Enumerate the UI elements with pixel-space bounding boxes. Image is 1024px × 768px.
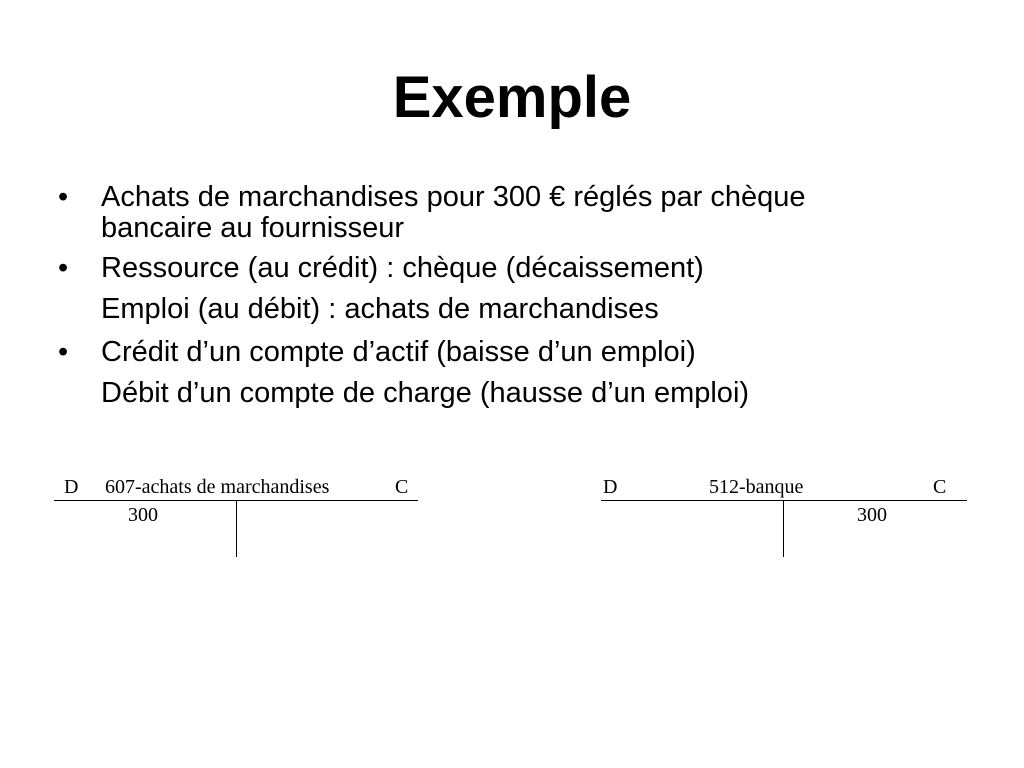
bullet-list <box>58 182 978 409</box>
credit-amount: 300 <box>857 504 887 526</box>
bullet-item <box>58 182 978 244</box>
debit-label: D <box>603 476 618 498</box>
bullet-text: Achats de marchandises pour 300 € réglés par chèque <box>101 181 806 213</box>
bullet-marker: • <box>58 181 69 213</box>
t-account-divider <box>236 501 237 557</box>
slide-title: Exemple <box>392 65 632 130</box>
account-name: 512-banque <box>709 476 804 498</box>
credit-label: C <box>395 476 409 498</box>
t-account-achats <box>54 476 418 558</box>
bullet-text: Ressource (au crédit) : chèque (décaissement) <box>101 252 704 284</box>
t-account-header <box>601 476 967 501</box>
t-account-banque <box>601 476 967 558</box>
credit-label: C <box>933 476 947 498</box>
bullet-marker: • <box>58 252 69 284</box>
bullet-text: bancaire au fournisseur <box>101 212 405 244</box>
debit-amount: 300 <box>128 504 158 526</box>
bullet-continuation: Emploi (au débit) : achats de marchandises <box>101 293 659 325</box>
bullet-marker: • <box>58 336 69 368</box>
bullet-text: Crédit d’un compte d’actif (baisse d’un emploi) <box>101 336 696 368</box>
bullet-item <box>58 253 978 325</box>
debit-label: D <box>64 476 79 498</box>
t-account-divider <box>783 501 784 557</box>
account-name: 607-achats de marchandises <box>105 476 330 498</box>
bullet-continuation: Débit d’un compte de charge (hausse d’un emploi) <box>101 377 750 409</box>
t-account-header <box>54 476 418 501</box>
bullet-item <box>58 337 978 409</box>
